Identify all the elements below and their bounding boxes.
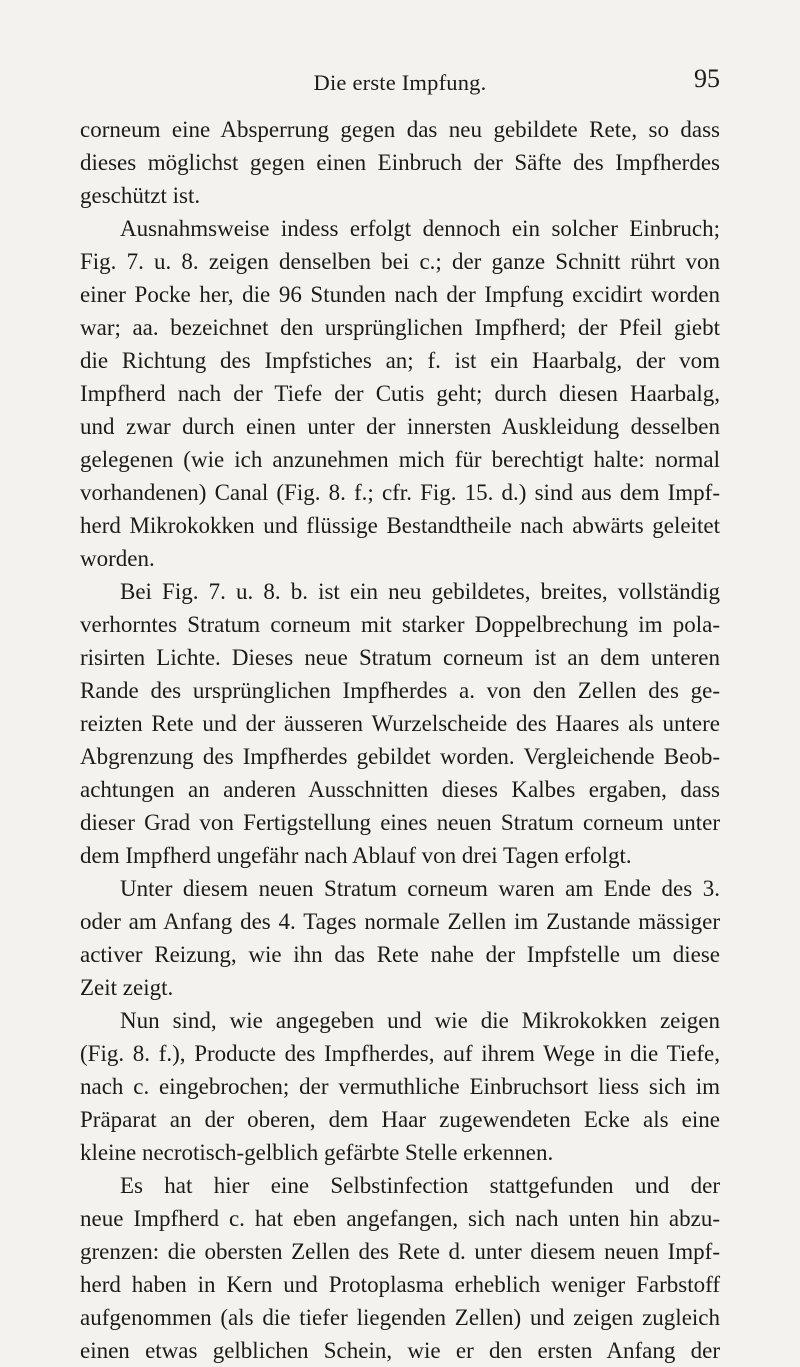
text-line: einen etwas gelblichen Schein, wie er den ersten Anfang der <box>80 1338 720 1363</box>
text-line: dieses möglichst gegen einen Einbruch der Säfte des Impfherdes <box>80 150 720 175</box>
text-line: worden. <box>80 546 155 571</box>
text-line: Fig. 7. u. 8. zeigen denselben bei c.; der ganze Schnitt rührt von <box>80 249 720 274</box>
text-line: geschützt ist. <box>80 183 201 208</box>
running-title: Die erste Impfung. <box>313 70 487 95</box>
text-line: Unter diesem neuen Stratum corneum waren am Ende des 3. <box>120 876 720 901</box>
text-line: (Fig. 8. f.), Producte des Impfherdes, auf ihrem Wege in die Tiefe, <box>80 1041 720 1066</box>
text-line: oder am Anfang des 4. Tages normale Zellen im Zustande mässiger <box>80 909 720 934</box>
text-line: risirten Lichte. Dieses neue Stratum corneum ist an dem unteren <box>80 645 720 670</box>
text-line: die Richtung des Impfstiches an; f. ist ein Haarbalg, der vom <box>80 348 720 373</box>
page-number: 95 <box>694 64 720 93</box>
text-line: kleine necrotisch-gelblich gefärbte Stelle erkennen. <box>80 1140 554 1165</box>
text-line: Nun sind, wie angegeben und wie die Mikrokokken zeigen <box>120 1008 720 1033</box>
text-line: Rande des ursprünglichen Impfherdes a. von den Zellen des ge- <box>80 678 720 703</box>
text-line: einer Pocke her, die 96 Stunden nach der Impfung excidirt worden <box>80 282 720 307</box>
text-line: aufgenommen (als die tiefer liegenden Zellen) und zeigen zugleich <box>80 1305 720 1330</box>
text-line: achtungen an anderen Ausschnitten dieses Kalbes ergaben, dass <box>80 777 720 802</box>
text-line: Ausnahmsweise indess erfolgt dennoch ein solcher Einbruch; <box>120 216 720 241</box>
text-line: dem Impfherd ungefähr nach Ablauf von drei Tagen erfolgt. <box>80 843 632 868</box>
text-line: activer Reizung, wie ihn das Rete nahe der Impfstelle um diese <box>80 942 720 967</box>
text-line: Impfherd nach der Tiefe der Cutis geht; durch diesen Haarbalg, <box>80 381 720 406</box>
text-line: vorhandenen) Canal (Fig. 8. f.; cfr. Fig. 15. d.) sind aus dem Impf- <box>80 480 720 505</box>
text-line: herd Mikrokokken und flüssige Bestandtheile nach abwärts geleitet <box>80 513 720 538</box>
text-line: dieser Grad von Fertigstellung eines neuen Stratum corneum unter <box>80 810 720 835</box>
text-line: Präparat an der oberen, dem Haar zugewendeten Ecke als eine <box>80 1107 720 1132</box>
text-line: Es hat hier eine Selbstinfection stattgefunden und der <box>120 1173 720 1198</box>
text-line: neue Impfherd c. hat eben angefangen, sich nach unten hin abzu- <box>80 1206 720 1231</box>
text-line: verhorntes Stratum corneum mit starker Doppelbrechung im pola- <box>80 612 720 637</box>
text-line: war; aa. bezeichnet den ursprünglichen Impfherd; der Pfeil giebt <box>80 315 720 340</box>
text-line: corneum eine Absperrung gegen das neu gebildete Rete, so dass <box>80 117 720 142</box>
text-line: gelegenen (wie ich anzunehmen mich für berechtigt halte: normal <box>80 447 720 472</box>
text-line: Abgrenzung des Impfherdes gebildet worden. Vergleichende Beob- <box>80 744 720 769</box>
body-text <box>80 113 720 1367</box>
text-line: grenzen: die obersten Zellen des Rete d. unter diesem neuen Impf- <box>80 1239 720 1264</box>
text-line: Bei Fig. 7. u. 8. b. ist ein neu gebildetes, breites, vollständig <box>120 579 720 604</box>
text-line: und zwar durch einen unter der innersten Auskleidung desselben <box>80 414 720 439</box>
text-line: herd haben in Kern und Protoplasma erheblich weniger Farbstoff <box>80 1272 720 1297</box>
text-line: Zeit zeigt. <box>80 975 174 1000</box>
text-line: reizten Rete und der äusseren Wurzelscheide des Haares als untere <box>80 711 720 736</box>
text-line: nach c. eingebrochen; der vermuthliche Einbruchsort liess sich im <box>80 1074 720 1099</box>
